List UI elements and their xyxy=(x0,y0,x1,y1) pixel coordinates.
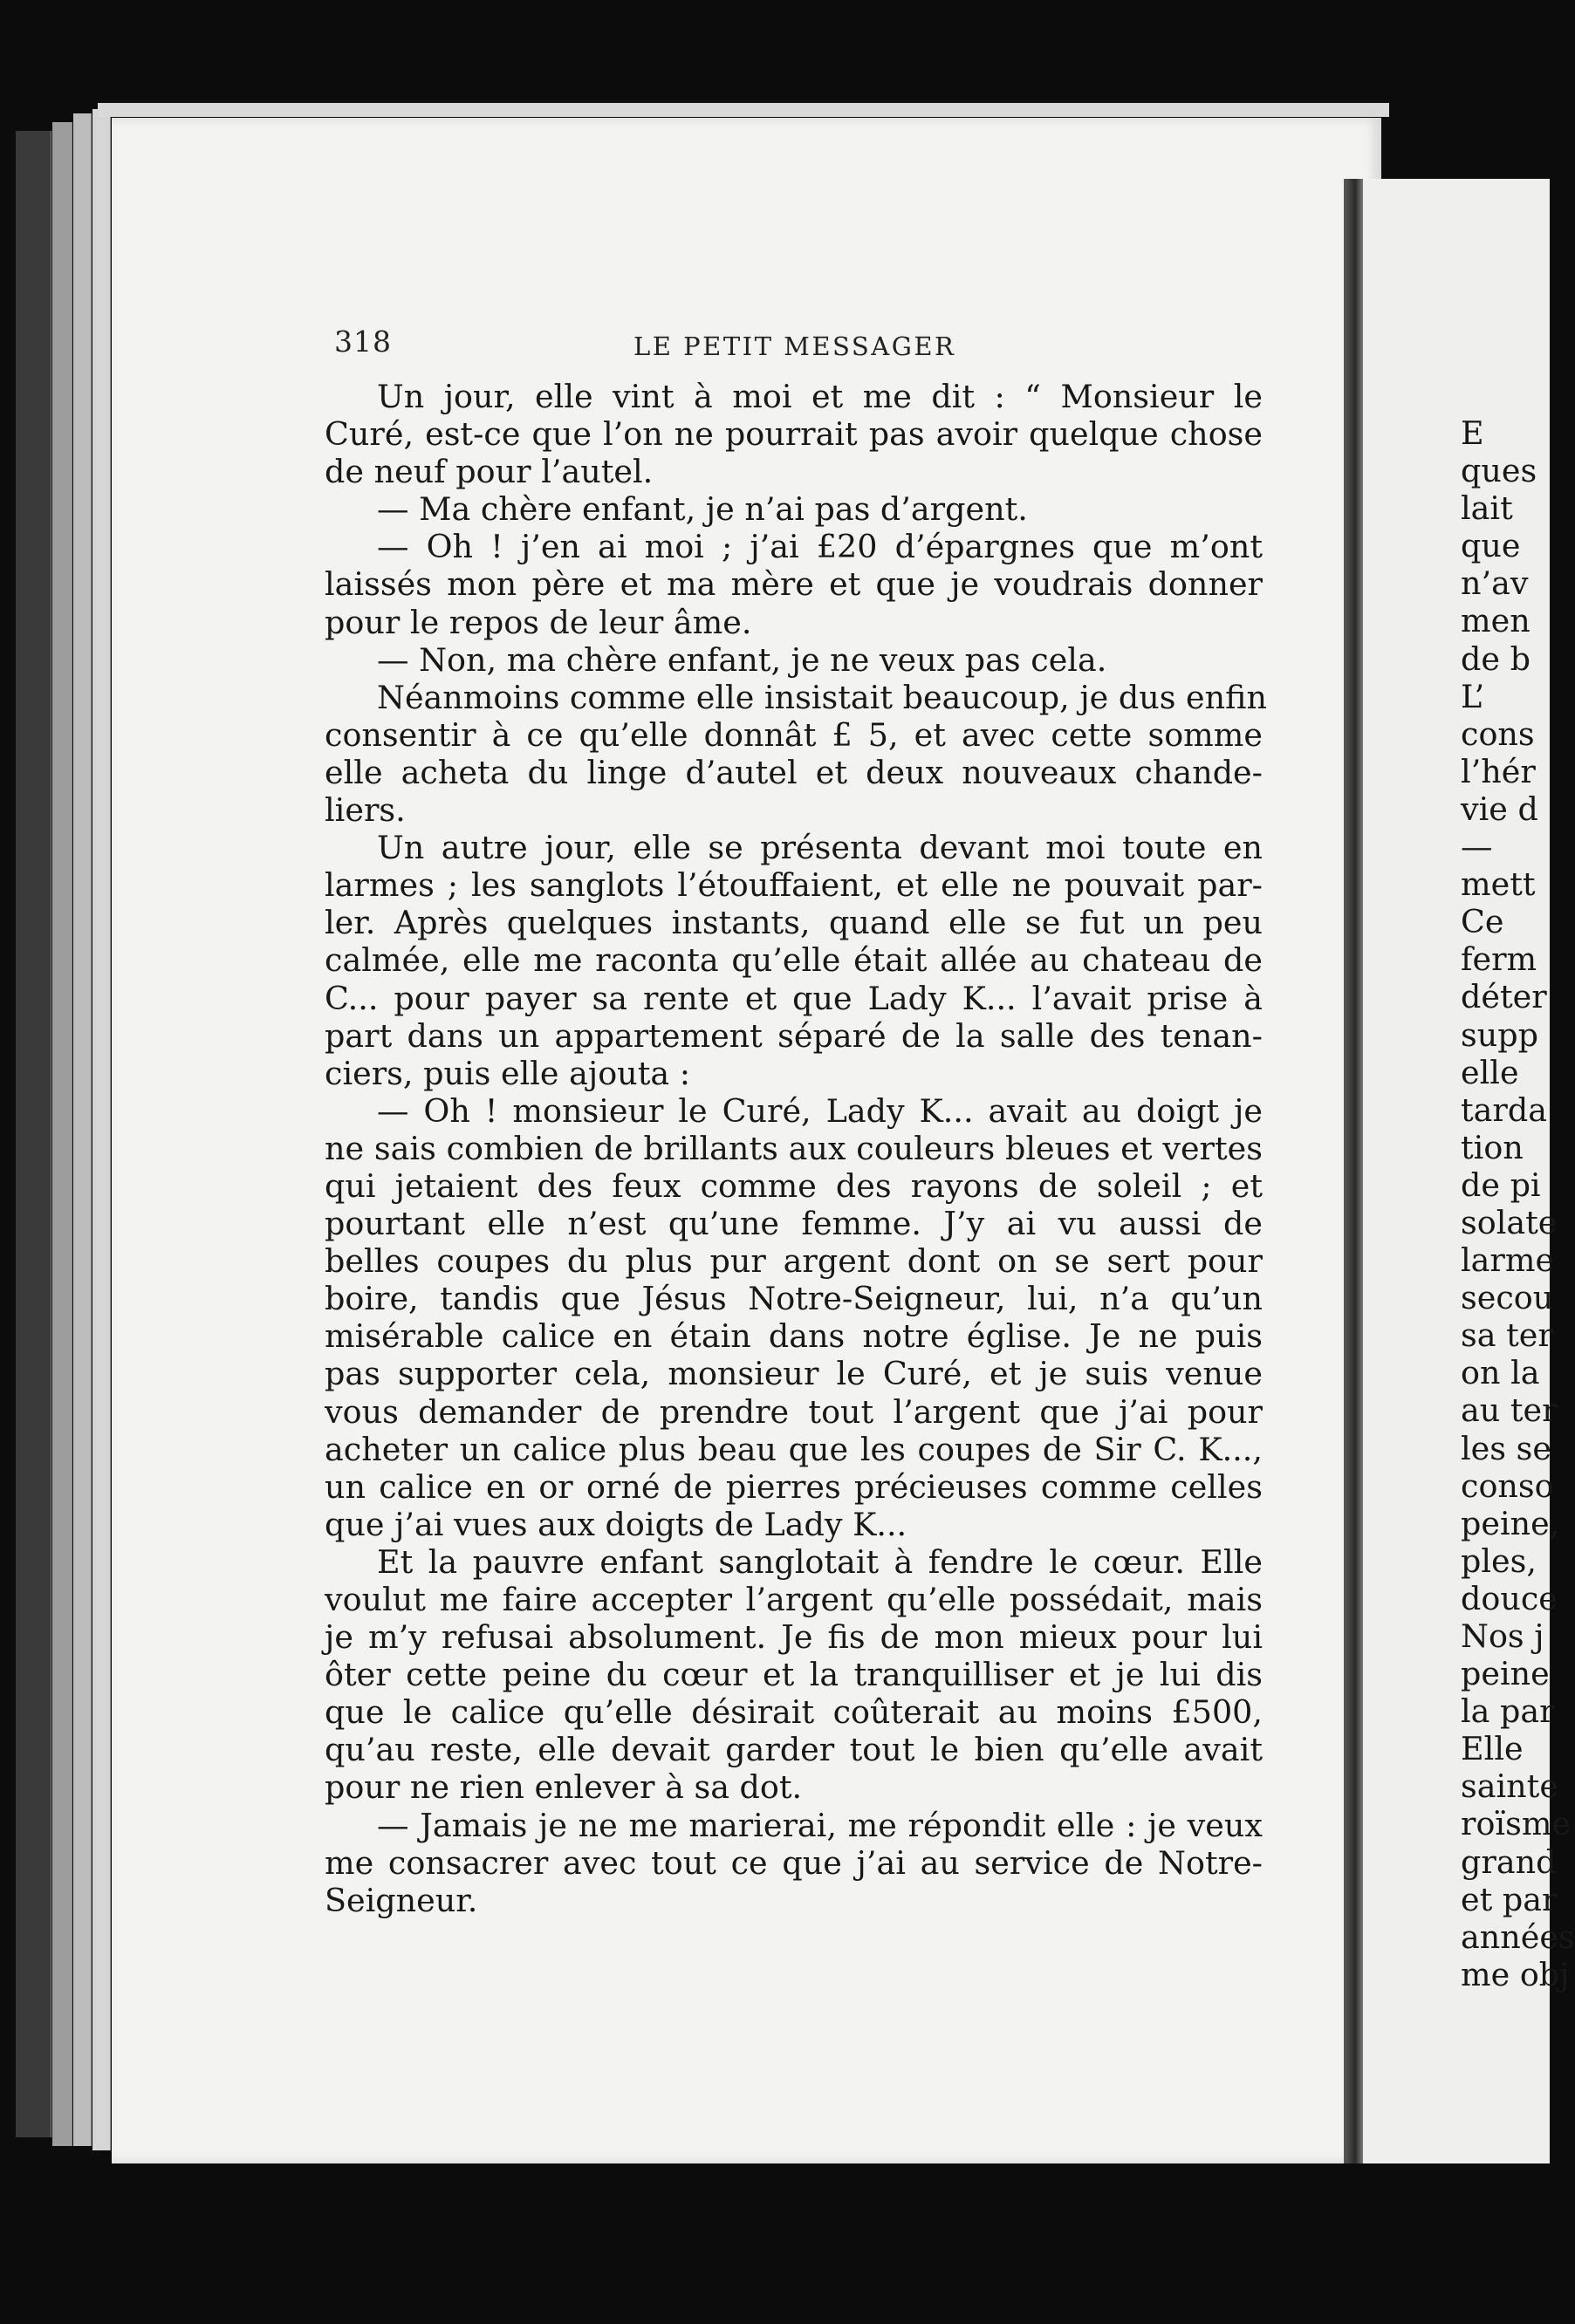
right-page-line-fragment: larme xyxy=(1461,1241,1555,1280)
text-line: misérable calice en étain dans notre église. Je ne puis xyxy=(325,1317,1263,1356)
text-line: — Non, ma chère enfant, je ne veux pas cela. xyxy=(377,640,1107,679)
right-page-line-fragment: me obj xyxy=(1461,1955,1570,1993)
text-line: Curé, est-ce que l’on ne pourrait pas avoir quelque chose xyxy=(325,415,1263,454)
text-line: Et la pauvre enfant sanglotait à fendre le cœur. Elle xyxy=(377,1542,1263,1581)
right-page-line-fragment: conso xyxy=(1461,1466,1554,1505)
right-page-line-fragment: ples, xyxy=(1461,1541,1537,1580)
right-page-line-fragment: Nos j xyxy=(1461,1617,1544,1655)
right-page-line-fragment: tion xyxy=(1461,1128,1524,1166)
right-page-line-fragment: roïsme xyxy=(1461,1805,1572,1843)
right-page-line-fragment: supp xyxy=(1461,1015,1538,1054)
right-page-line-fragment: sainte xyxy=(1461,1767,1558,1806)
text-line: que le calice qu’elle désirait coûterait au moins £500, xyxy=(325,1693,1263,1732)
text-line: consentir à ce qu’elle donnât £ 5, et avec cette somme xyxy=(325,715,1263,754)
right-page-line-fragment: L’ xyxy=(1461,677,1485,715)
text-line: voulut me faire accepter l’argent qu’elle possédait, mais xyxy=(325,1581,1263,1618)
right-page-line-fragment: men xyxy=(1461,602,1530,640)
text-line: boire, tandis que Jésus Notre-Seigneur, lui, n’a qu’un xyxy=(325,1280,1263,1318)
right-page-line-fragment: solate xyxy=(1461,1203,1558,1241)
text-line: laissés mon père et ma mère et que je voudrais donner xyxy=(325,565,1263,604)
right-page-line-fragment: lait xyxy=(1461,489,1513,528)
text-line: ler. Après quelques instants, quand elle se fut un peu xyxy=(325,904,1263,942)
right-page-line-fragment: n’av xyxy=(1461,564,1529,603)
text-line: pas supporter cela, monsieur le Curé, et je suis venue xyxy=(325,1355,1263,1393)
right-page-line-fragment: cons xyxy=(1461,714,1535,753)
right-page-line-fragment: sa ter xyxy=(1461,1316,1553,1355)
right-page-line-fragment: douce xyxy=(1461,1579,1558,1617)
right-page-line-fragment: peine xyxy=(1461,1655,1550,1693)
right-page-line-fragment: années xyxy=(1461,1917,1575,1956)
right-page-line-fragment: elle xyxy=(1461,1053,1519,1091)
right-page-line-fragment: Ce xyxy=(1461,903,1504,941)
right-page-line-fragment: on la xyxy=(1461,1354,1540,1392)
text-line: vous demander de prendre tout l’argent que j’ai pour xyxy=(325,1392,1263,1431)
text-line: qui jetaient des feux comme des rayons de soleil ; et xyxy=(325,1166,1263,1205)
right-page-line-fragment: de pi xyxy=(1461,1165,1541,1204)
text-line: je m’y refusai absolument. Je fis de mon mieux pour lui xyxy=(325,1618,1263,1657)
text-line: Un autre jour, elle se présenta devant moi toute en xyxy=(377,829,1263,867)
text-line: — Jamais je ne me marierai, me répondit elle : je veux xyxy=(377,1806,1263,1844)
text-line: qu’au reste, elle devait garder tout le bien qu’elle avait xyxy=(325,1731,1263,1769)
page-number: 318 xyxy=(334,325,392,359)
text-line: calmée, elle me raconta qu’elle était allée au chateau de xyxy=(325,941,1263,980)
text-line: — Oh ! j’en ai moi ; j’ai £20 d’épargnes que m’ont xyxy=(377,528,1263,566)
text-line: C... pour payer sa rente et que Lady K... l’avait prise à xyxy=(325,979,1263,1017)
text-line: — Ma chère enfant, je n’ai pas d’argent. xyxy=(377,490,1028,529)
right-page-line-fragment: au ter xyxy=(1461,1391,1558,1430)
text-line: que j’ai vues aux doigts de Lady K... xyxy=(325,1505,907,1543)
right-page-line-fragment: vie d xyxy=(1461,789,1538,828)
right-page-line-fragment: les se xyxy=(1461,1429,1551,1467)
right-page-line-fragment: ferm xyxy=(1461,940,1537,979)
right-page-line-fragment: la par xyxy=(1461,1692,1555,1731)
right-page-line-fragment: et par xyxy=(1461,1880,1558,1918)
text-line: un calice en or orné de pierres précieuses comme celles xyxy=(325,1467,1263,1506)
right-page-line-fragment: — xyxy=(1461,828,1493,866)
text-line: elle acheta du linge d’autel et deux nouveaux chande- xyxy=(325,753,1263,791)
text-line: pour le repos de leur âme. xyxy=(325,603,752,641)
book-cover-edge xyxy=(16,131,51,2137)
text-line: liers. xyxy=(325,791,406,830)
right-page-line-fragment: tarda xyxy=(1461,1090,1548,1129)
right-page-line-fragment: Elle xyxy=(1461,1730,1524,1768)
text-line: larmes ; les sanglots l’étouffaient, et elle ne pouvait par- xyxy=(325,866,1263,905)
text-line: belles coupes du plus pur argent dont on se sert pour xyxy=(325,1242,1263,1281)
text-line: pourtant elle n’est qu’une femme. J’y ai vu aussi de xyxy=(325,1205,1263,1243)
right-page-line-fragment: de b xyxy=(1461,639,1530,678)
right-page-text xyxy=(1461,414,1575,1993)
running-head-title: LE PETIT MESSAGER xyxy=(633,332,956,361)
right-page-line-fragment: grand xyxy=(1461,1842,1557,1881)
text-line: Néanmoins comme elle insistait beaucoup, je dus enfin xyxy=(377,678,1268,716)
right-page-line-fragment: secou xyxy=(1461,1279,1554,1317)
right-page xyxy=(1363,179,1575,2163)
right-page-line-fragment: peine, xyxy=(1461,1504,1560,1542)
right-page-line-fragment: l’hér xyxy=(1461,752,1536,790)
text-line: acheter un calice plus beau que les coupes de Sir C. K..., xyxy=(325,1430,1263,1468)
page-stack-edge xyxy=(92,109,111,2150)
right-page-line-fragment: mett xyxy=(1461,865,1536,904)
text-line: part dans un appartement séparé de la salle des tenan- xyxy=(325,1016,1263,1055)
page-body-text xyxy=(325,378,1268,1919)
text-line: ciers, puis elle ajouta : xyxy=(325,1054,691,1092)
right-page-line-fragment: E xyxy=(1461,414,1484,452)
text-line: ne sais combien de brillants aux couleurs bleues et vertes xyxy=(325,1129,1263,1167)
page-stack-edge xyxy=(73,113,92,2146)
text-line: me consacrer avec tout ce que j’ai au service de Notre- xyxy=(325,1843,1263,1882)
book-gutter xyxy=(1344,179,1363,2163)
right-page-line-fragment: ques xyxy=(1461,452,1537,490)
text-line: pour ne rien enlever à sa dot. xyxy=(325,1768,803,1807)
text-line: de neuf pour l’autel. xyxy=(325,453,654,491)
text-line: — Oh ! monsieur le Curé, Lady K... avait au doigt je xyxy=(377,1091,1263,1130)
text-line: Un jour, elle vint à moi et me dit : “ Monsieur le xyxy=(377,378,1263,415)
page-stack-top-edge xyxy=(98,103,1389,117)
text-line: Seigneur. xyxy=(325,1881,478,1919)
right-page-line-fragment: que xyxy=(1461,527,1521,565)
right-page-line-fragment: déter xyxy=(1461,978,1547,1016)
page-stack-edge xyxy=(52,122,72,2146)
text-line: ôter cette peine du cœur et la tranquilliser et je lui dis xyxy=(325,1656,1263,1694)
